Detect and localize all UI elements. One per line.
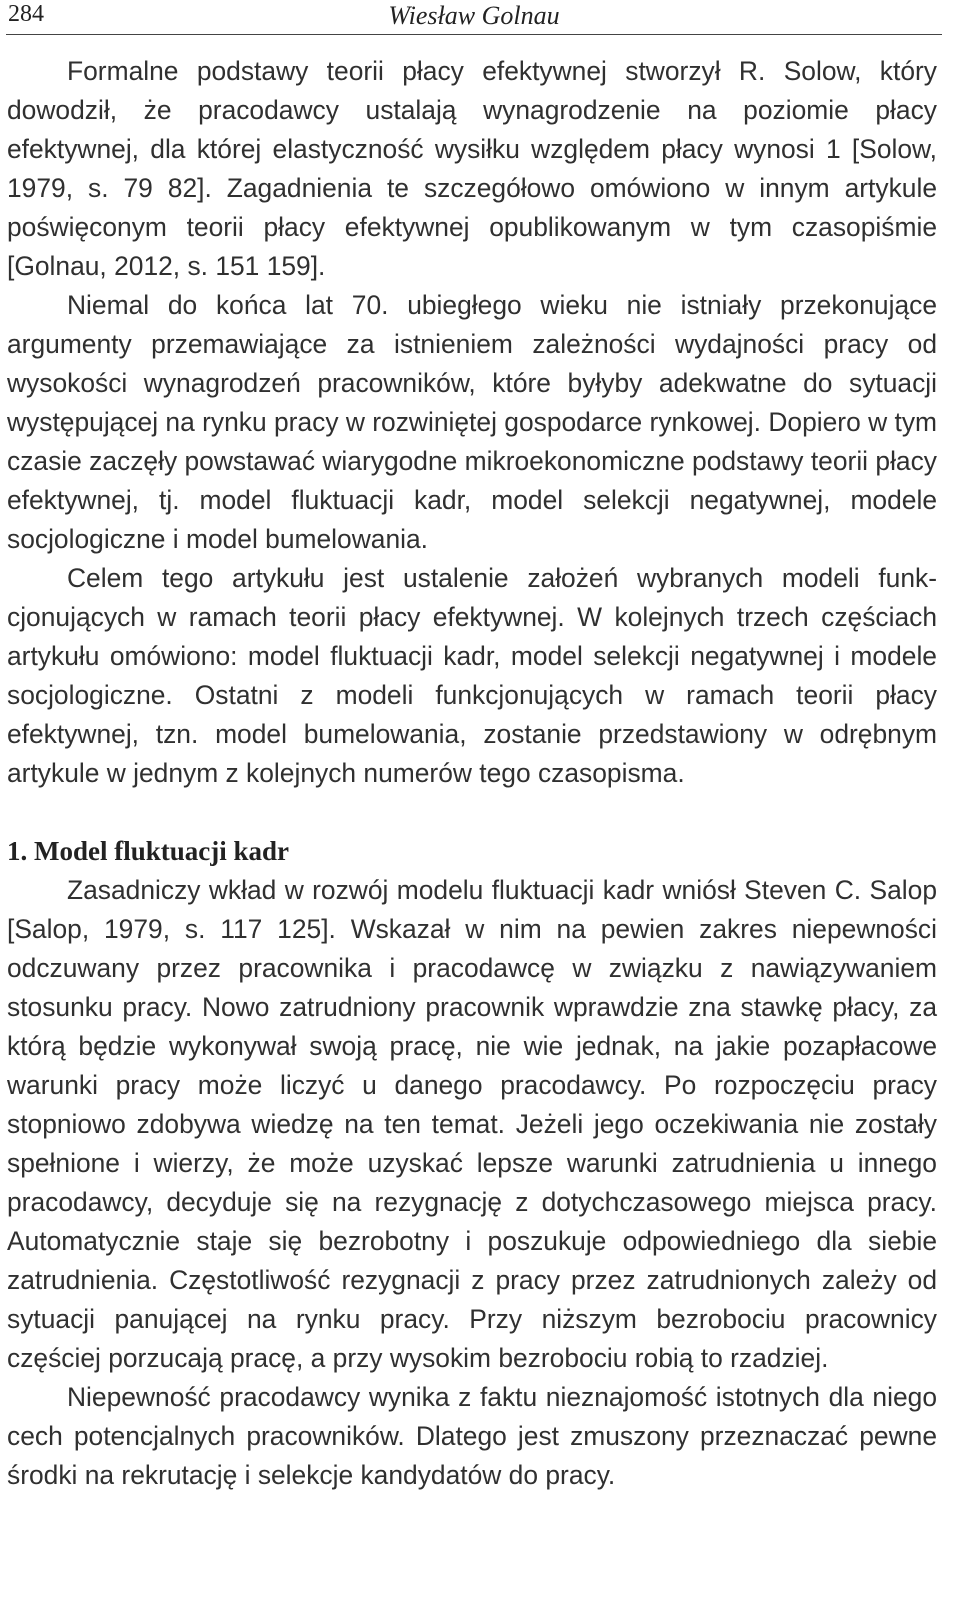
running-head-author: Wiesław Golnau bbox=[388, 1, 560, 30]
page-number: 284 bbox=[8, 1, 44, 27]
section-heading: 1. Model fluktuacji kadr bbox=[7, 836, 290, 866]
paragraph: Zasadniczy wkład w rozwój modelu fluktuacji kadr wniósł Steven C. Salop [Salop, 1979, s. 117 125]. Wskazał w nim na pewien zakres niepewności odczuwany przez pracownika i pracodawcę w związku z nawiązywaniem stosunku pracy. Nowo zatrudniony pracownik wprawdzie zna stawkę płacy, za którą będzie wykonywał swoją pracę, nie wie jednak, na jakie pozapłacowe warunki pracy może liczyć u danego pracodawcy. Po rozpoczęciu pracy stopniowo zdobywa wiedzę na ten temat. Jeżeli jego oczekiwania nie zostały spełnione i wierzy, że może uzyskać lepsze warunki zatrudnienia u innego pracodawcy, decyduje się na rezygnację z dotychczasowego miejsca pracy. Automatycznie staje się bezrobotny i poszukuje odpowiedniego dla siebie zatrudnienia. Częstotliwość rezygnacji z pracy przez zatrudnionych zależy od sytuacji panującej na rynku pracy. Przy niższym bezrobociu pracownicy częściej porzucają pracę, a przy wysokim bezrobociu robią to rzadziej. bbox=[7, 875, 937, 1373]
paragraph: Formalne podstawy teorii płacy efektywnej stworzył R. Solow, który dowodził, że pracodawcy ustalają wynagrodzenie na poziomie płacy efektywnej, dla której elastyczność wysiłku względem płacy wynosi 1 [Solow, 1979, s. 79 82]. Zagadnienia te szczegółowo omówiono w innym artykule poświęconym teorii płacy efektywnej opublikowanym w tym czasopiśmie [Golnau, 2012, s. 151 159]. bbox=[7, 56, 937, 281]
paragraph: Celem tego artykułu jest ustalenie założeń wybranych modeli funkcjonujących w ramach teorii płacy efektywnej. W kolejnych trzech częściach artykułu omówiono: model fluktuacji kadr, model selekcji negatywnej i modele socjologiczne. Ostatni z modeli funkcjonujących w ramach teorii płacy efektywnej, tzn. model bumelowania, zostanie przedstawiony w odrębnym artykule w jednym z kolejnych numerów tego czasopisma. bbox=[7, 563, 937, 788]
body-text bbox=[7, 52, 937, 1495]
paragraph: Niemal do końca lat 70. ubiegłego wieku nie istniały przekonujące argumenty przemawiające za istnieniem zależności wydajności pracy od wysokości wynagrodzeń pracowników, które byłyby adekwatne do sytuacji występującej na rynku pracy w rozwiniętej gospodarce rynkowej. Dopiero w tym czasie zaczęły powstawać wiarygodne mikroekonomiczne podstawy teorii płacy efektywnej, tj. model fluktuacji kadr, model selekcji negatywnej, modele socjologiczne i model bumelowania. bbox=[7, 290, 937, 554]
running-header bbox=[6, 0, 942, 35]
paragraph: Niepewność pracodawcy wynika z faktu nieznajomość istotnych dla niego cech potencjalnych pracowników. Dlatego jest zmuszony przeznaczać pewne środki na rekrutację i selekcje kandydatów do pracy. bbox=[7, 1382, 937, 1490]
